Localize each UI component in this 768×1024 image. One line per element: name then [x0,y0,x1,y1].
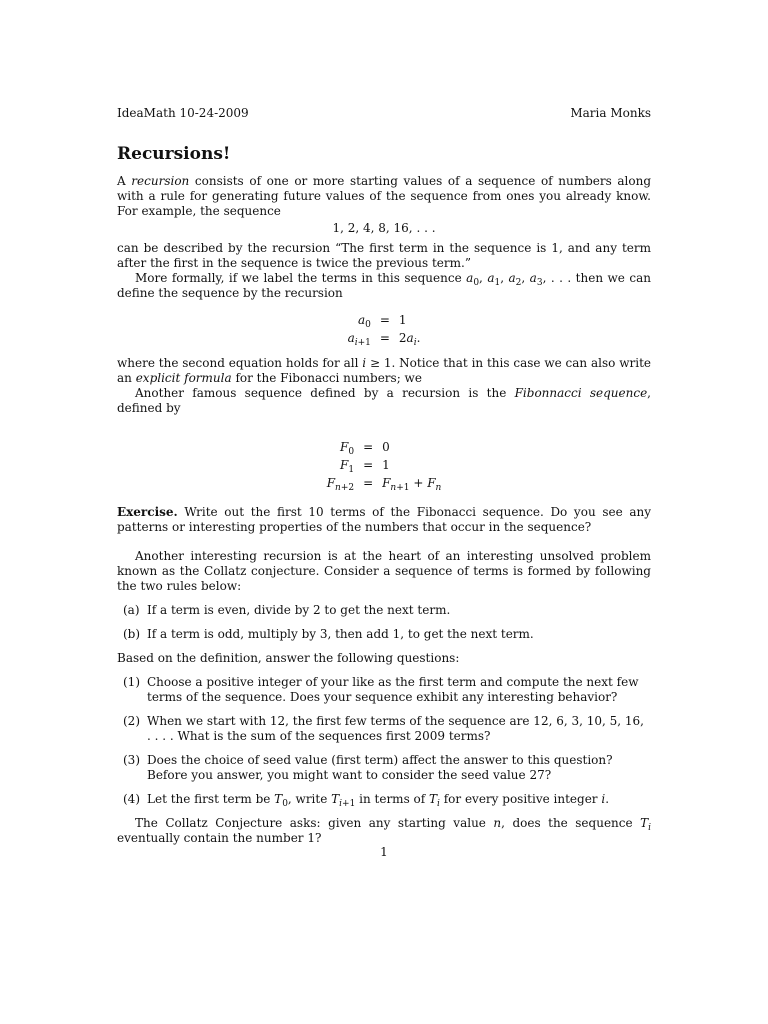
section-title: Recursions! [117,144,231,164]
recursion-equations: $a_0$ = 1 $a_{i+1}$ = $2a_i$. [347,313,421,348]
exercise-paragraph: Exercise. Write out the first 10 terms of the Fibonacci sequence. Do you see any patterns or interesting properties of the numbers that occur in the sequence? [117,505,651,534]
paragraph-fibonacci-intro: Another famous sequence defined by a recursion is the Fibonnacci sequence, defined by [117,386,651,415]
paragraph-intro: A recursion consists of one or more starting values of a sequence of numbers along with a rule for generating future values of the sequence from ones you already know. For example, the sequence [117,174,651,218]
list-item: (2) When we start with 12, the first few terms of the sequence are 12, 6, 3, 10, 5, 16, . . . . What is the sum of the sequences first 2009 terms? [123,714,644,743]
paragraph-questions-intro: Based on the definition, answer the following questions: [117,651,460,665]
list-item: (1) Choose a positive integer of your like as the first term and compute the next few terms of the sequence. Does your sequence exhibit any interesting behavior? [123,675,639,704]
sequence-example: 1, 2, 4, 8, 16, . . . [332,221,436,235]
running-header [117,104,651,120]
paragraph-recursion-description: can be described by the recursion “The first term in the sequence is 1, and any term after the first in the sequence is twice the previous term.” [117,241,651,270]
fibonacci-equations: $F_0$ = 0 $F_1$ = 1 $F_{n+2}$ = $F_{n+1} + F_n$ [326,440,442,493]
header-right: Maria Monks [570,106,651,120]
page-number: 1 [380,845,388,859]
list-item: (b) If a term is odd, multiply by 3, then add 1, to get the next term. [123,627,534,641]
rules-list [117,603,651,642]
paragraph-collatz-conjecture: The Collatz Conjecture asks: given any starting value n, does the sequence $T_i$ eventually contain the number 1? [117,816,651,845]
paragraph-explicit-formula: where the second equation holds for all i ≥ 1. Notice that in this case we can also write an explicit formula for the Fibonacci numbers; we [117,356,651,385]
header-left: IdeaMath 10-24-2009 [117,106,249,120]
list-item: (4) Let the first term be $T_0$, write $T_{i+1}$ in terms of $T_i$ for every positive integer i. [123,792,610,809]
list-item: (a) If a term is even, divide by 2 to get the next term. [123,603,451,617]
paragraph-collatz-intro: Another interesting recursion is at the heart of an interesting unsolved problem known as the Collatz conjecture. Consider a sequence of terms is formed by following the two rules below: [117,549,651,593]
questions-list [117,675,651,807]
paragraph-formal: More formally, if we label the terms in this sequence $a_0$, $a_1$, $a_2$, $a_3$, . . . then we can define the sequence by the recursion [117,271,651,300]
document-page [117,104,651,846]
list-item: (3) Does the choice of seed value (first term) affect the answer to this question? Before you answer, you might want to consider the seed value 27? [123,753,613,782]
